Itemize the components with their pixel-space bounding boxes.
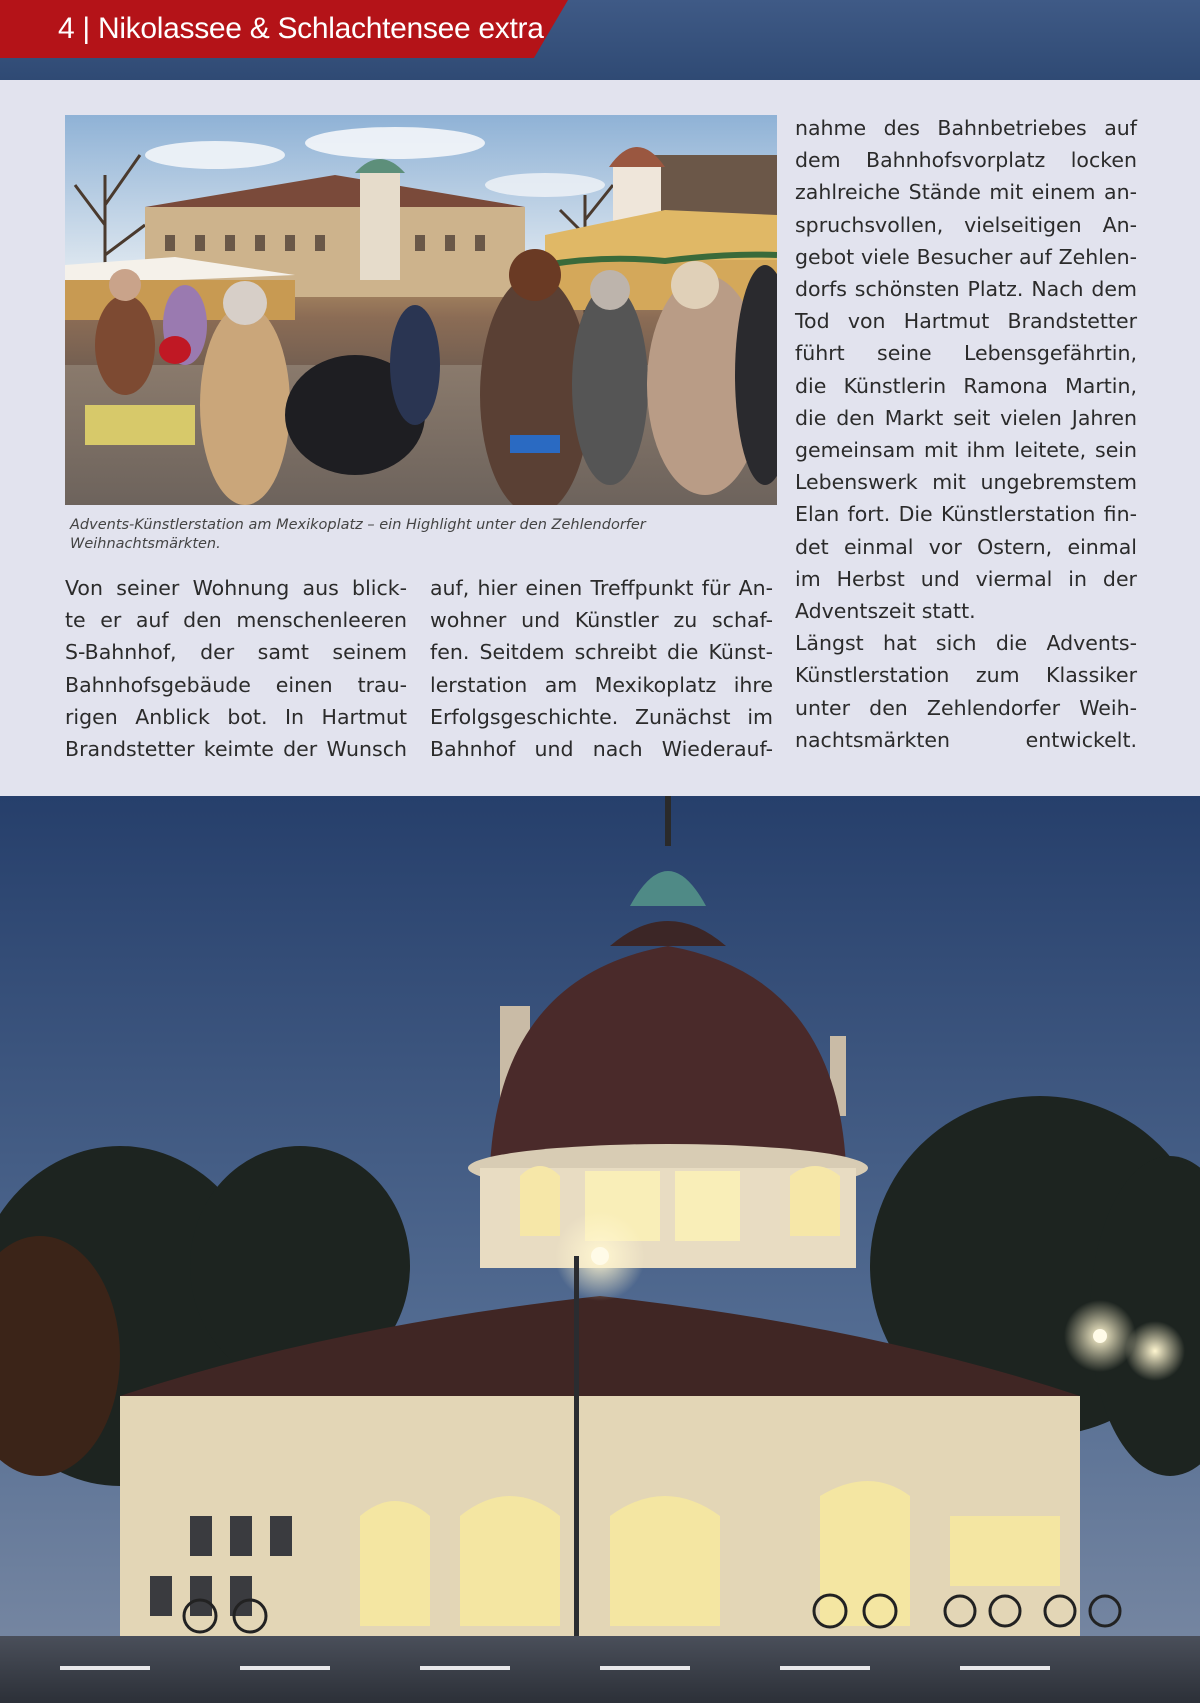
- text-line: wohner und Künstler zu schaf-: [430, 608, 773, 633]
- text-line: dorfs schönsten Platz. Nach dem: [795, 277, 1137, 302]
- text-line: zahlreiche Stände mit einem an-: [795, 180, 1137, 205]
- text-line: rigen Anblick bot. In Hartmut: [65, 704, 407, 729]
- text-line: führt seine Lebensgefährtin,: [795, 341, 1137, 366]
- text-line: S-Bahnhof, der samt seinem: [65, 640, 407, 665]
- text-line: die Künstlerin Ramona Martin,: [795, 373, 1137, 398]
- christmas-market-photo: [65, 115, 777, 505]
- text-line: nachtsmärkten entwickelt.: [795, 727, 1137, 752]
- text-line: gebot viele Besucher auf Zehlen-: [795, 244, 1137, 269]
- text-line: te er auf den menschenleeren: [65, 608, 407, 633]
- text-column-2: [430, 572, 773, 765]
- text-line: Bahnhof und nach Wiederauf-: [430, 737, 773, 762]
- text-column-3: [795, 112, 1137, 756]
- header-bar: [0, 0, 1200, 80]
- text-line: unter den Zehlendorfer Weih-: [795, 695, 1137, 720]
- text-line: Erfolgsgeschichte. Zunächst im: [430, 704, 773, 729]
- text-line: lerstation am Mexikoplatz ihre: [430, 672, 773, 697]
- text-line: Künstlerstation zum Klassiker: [795, 663, 1137, 688]
- text-line: Elan fort. Die Künstlerstation fin-: [795, 502, 1137, 527]
- text-line: nahme des Bahnbetriebes auf: [795, 116, 1137, 140]
- text-line: gemeinsam mit ihm leitete, sein: [795, 438, 1137, 463]
- text-column-1: [65, 572, 407, 765]
- page-title: 4 | Nikolassee & Schlachtensee extra: [58, 12, 544, 45]
- text-line: im Herbst und viermal in der: [795, 566, 1137, 591]
- text-line: spruchsvollen, vielseitigen An-: [795, 212, 1137, 237]
- photo-caption: Advents-Künstlerstation am Mexikoplatz – ein Highlight unter den Zehlendorfer Weihnachtsmärkten.: [70, 517, 646, 552]
- text-line: dem Bahnhofsvorplatz locken: [795, 148, 1137, 173]
- christmas-market-illustration: [65, 115, 777, 505]
- station-building-photo: [0, 796, 1200, 1703]
- text-line: Von seiner Wohnung aus blick-: [65, 576, 407, 600]
- text-line: auf, hier einen Treffpunkt für An-: [430, 576, 773, 600]
- text-line: Längst hat sich die Advents-: [795, 631, 1137, 656]
- text-line: fen. Seitdem schreibt die Künst-: [430, 640, 773, 665]
- text-line: Brandstetter keimte der Wunsch: [65, 737, 407, 762]
- text-line: det einmal vor Ostern, einmal: [795, 534, 1137, 559]
- text-line: Lebenswerk mit ungebremstem: [795, 470, 1137, 495]
- text-line: Adventszeit statt.: [795, 599, 976, 624]
- text-line: die den Markt seit vielen Jahren: [795, 405, 1137, 430]
- station-illustration: [0, 796, 1200, 1703]
- text-line: Tod von Hartmut Brandstetter: [795, 309, 1137, 334]
- text-line: Bahnhofsgebäude einen trau-: [65, 672, 407, 697]
